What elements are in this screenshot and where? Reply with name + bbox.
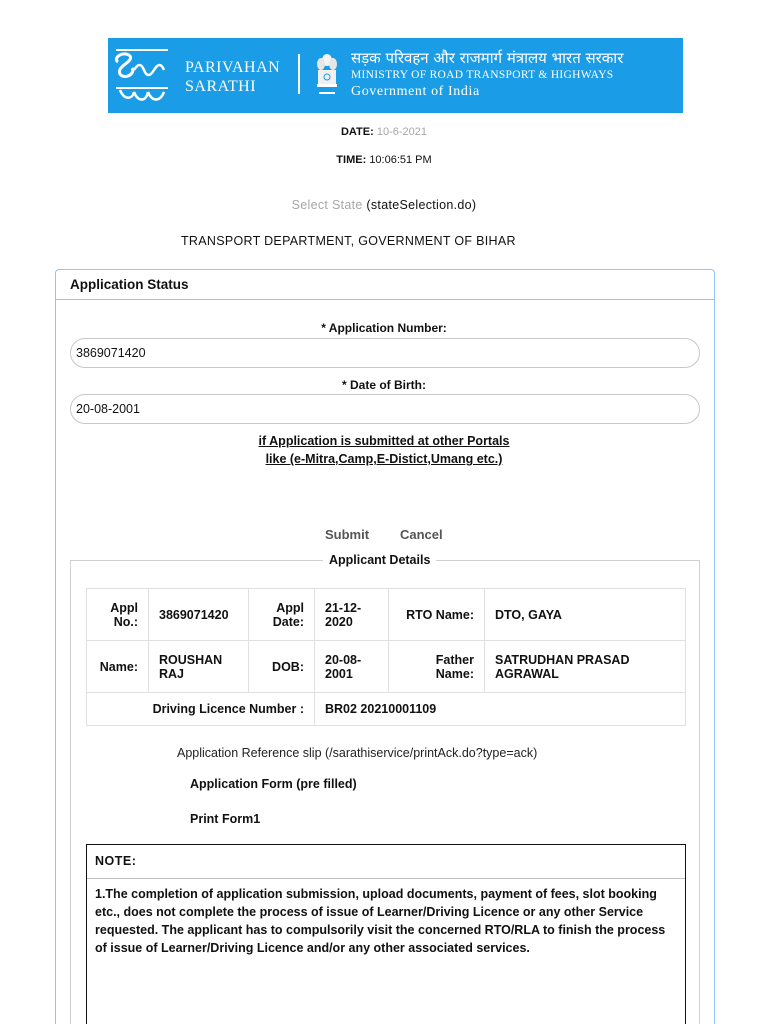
father-name-label: Father Name:: [389, 641, 485, 693]
table-row: [87, 641, 686, 693]
note-box: [86, 844, 686, 1024]
brand-line-sarathi: SARATHI: [185, 78, 257, 95]
brand-name: [185, 58, 280, 96]
date-line: [0, 126, 768, 138]
application-number-input[interactable]: [70, 338, 700, 368]
department-title: TRANSPORT DEPARTMENT, GOVERNMENT OF BIHAR: [181, 234, 516, 248]
applicant-details-legend: Applicant Details: [323, 553, 436, 567]
table-row: [87, 589, 686, 641]
ministry-hindi: सड़क परिवहन और राजमार्ग मंत्रालय भारत सरकार: [351, 49, 624, 67]
select-state-url: (stateSelection.do): [366, 198, 477, 212]
ministry-block: [351, 48, 623, 101]
time-value: 10:06:51 PM: [369, 154, 432, 166]
appl-no-label: Appl No.:: [87, 589, 149, 641]
application-form-link[interactable]: Application Form (pre filled): [190, 777, 357, 791]
panel-title: Application Status: [56, 270, 714, 300]
cancel-button[interactable]: Cancel: [400, 527, 443, 542]
application-number-label: * Application Number:: [321, 321, 447, 335]
appl-date-value: 21-12-2020: [315, 589, 389, 641]
note-text: 1.The completion of application submission, upload documents, payment of fees, slot booking etc., does not complete the process of issue of Learner/Driving Licence or any other Service requested. The applicant has to compulsorily visit the concerned RTO/RLA to finish the process of issue of Learner/Driving Licence and/or any other associated services.: [95, 887, 666, 955]
applicant-details-table: [86, 588, 686, 726]
date-value: 10-6-2021: [376, 126, 427, 138]
submit-button[interactable]: Submit: [325, 527, 370, 542]
father-name-value: SATRUDHAN PRASAD AGRAWAL: [485, 641, 686, 693]
appl-no-value: 3869071420: [149, 589, 249, 641]
name-value: ROUSHAN RAJ: [149, 641, 249, 693]
other-portal-link-line1[interactable]: if Application is submitted at other Portals: [258, 434, 510, 448]
note-heading: NOTE:: [87, 845, 685, 879]
dob-label: * Date of Birth:: [342, 378, 426, 392]
dob-detail-label: DOB:: [249, 641, 315, 693]
brand-line-parivahan: PARIVAHAN: [185, 59, 281, 76]
time-label: TIME:: [336, 154, 367, 166]
driving-licence-label: Driving Licence Number :: [87, 693, 315, 726]
rto-name-label: RTO Name:: [389, 589, 485, 641]
ministry-english: MINISTRY OF ROAD TRANSPORT & HIGHWAYS: [351, 69, 614, 81]
other-portal-link-line2[interactable]: like (e-Mitra,Camp,E-Distict,Umang etc.): [265, 452, 503, 466]
date-label: DATE:: [340, 126, 374, 138]
government-of-india: Government of India: [351, 84, 480, 99]
header-banner: [108, 38, 683, 113]
national-emblem-icon: [315, 50, 339, 102]
banner-divider: [298, 54, 300, 94]
dob-detail-value: 20-08-2001: [315, 641, 389, 693]
select-state-line: [0, 198, 768, 212]
print-form-link[interactable]: Print Form1: [190, 812, 261, 826]
select-state-link[interactable]: Select State: [291, 198, 363, 212]
sarathi-logo-icon: [110, 48, 170, 106]
dob-input[interactable]: [70, 394, 700, 424]
rto-name-value: DTO, GAYA: [485, 589, 686, 641]
time-line: [0, 154, 768, 166]
appl-date-label: Appl Date:: [249, 589, 315, 641]
reference-slip-link[interactable]: Application Reference slip (/sarathiservice/printAck.do?type=ack): [177, 746, 538, 760]
table-row: [87, 693, 686, 726]
name-label: Name:: [87, 641, 149, 693]
driving-licence-value: BR02 20210001109: [315, 693, 686, 726]
